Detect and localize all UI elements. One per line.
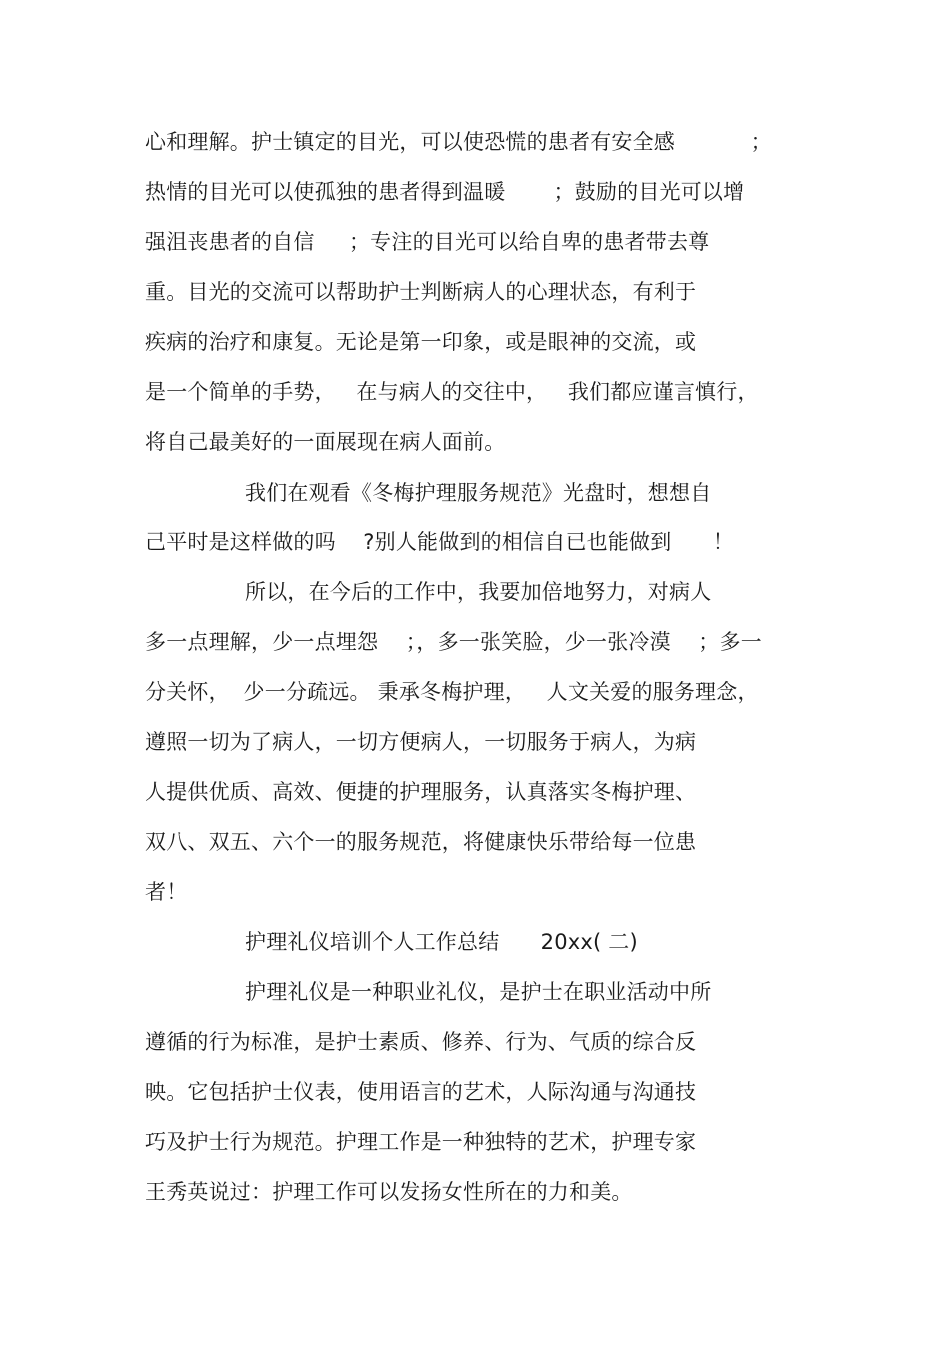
text-line: 将自己最美好的一面展现在病人面前。 — [145, 430, 506, 454]
paragraph-first-line: 我们在观看《冬梅护理服务规范》光盘时，想想自 — [245, 481, 712, 505]
text-line: 热情的目光可以使孤独的患者得到温暖 ；鼓励的目光可以增 — [145, 180, 745, 204]
text-line: 巧及护士行为规范。护理工作是一种独特的艺术，护理专家 — [145, 1130, 697, 1154]
paragraph-first-line: 护理礼仪是一种职业礼仪，是护士在职业活动中所 — [245, 980, 712, 1004]
section-heading: 护理礼仪培训个人工作总结 20xx( 二) — [245, 930, 638, 954]
text-line: 人提供优质、高效、便捷的护理服务，认真落实冬梅护理、 — [145, 780, 697, 804]
text-line: 分关怀， 少一分疏远。 秉承冬梅护理， 人文关爱的服务理念， — [145, 680, 759, 704]
text-line: 心和理解。护士镇定的目光，可以使恐慌的患者有安全感 ； — [145, 130, 772, 154]
text-line: 己平时是这样做的吗 ?别人能做到的相信自已也能做到 ！ — [145, 530, 734, 554]
text-line: 映。它包括护士仪表，使用语言的艺术，人际沟通与沟通技 — [145, 1080, 697, 1104]
text-line: 多一点理解，少一点埋怨 ；，多一张笑脸，少一张冷漠 ；多一 — [145, 630, 762, 654]
text-line: 强沮丧患者的自信 ；专注的目光可以给自卑的患者带去尊 — [145, 230, 710, 254]
text-line: 遵照一切为了病人，一切方便病人，一切服务于病人，为病 — [145, 730, 697, 754]
text-line: 双八、双五、六个一的服务规范，将健康快乐带给每一位患 — [145, 830, 697, 854]
text-line: 疾病的治疗和康复。无论是第一印象，或是眼神的交流，或 — [145, 330, 697, 354]
text-line: 是一个简单的手势， 在与病人的交往中， 我们都应谨言慎行， — [145, 380, 759, 404]
text-line: 者！ — [145, 880, 188, 904]
text-line: 遵循的行为标准，是护士素质、修养、行为、气质的综合反 — [145, 1030, 697, 1054]
paragraph-first-line: 所以，在今后的工作中，我要加倍地努力，对病人 — [245, 580, 712, 604]
text-line: 重。目光的交流可以帮助护士判断病人的心理状态，有利于 — [145, 280, 697, 304]
text-line: 王秀英说过：护理工作可以发扬女性所在的力和美。 — [145, 1180, 633, 1204]
